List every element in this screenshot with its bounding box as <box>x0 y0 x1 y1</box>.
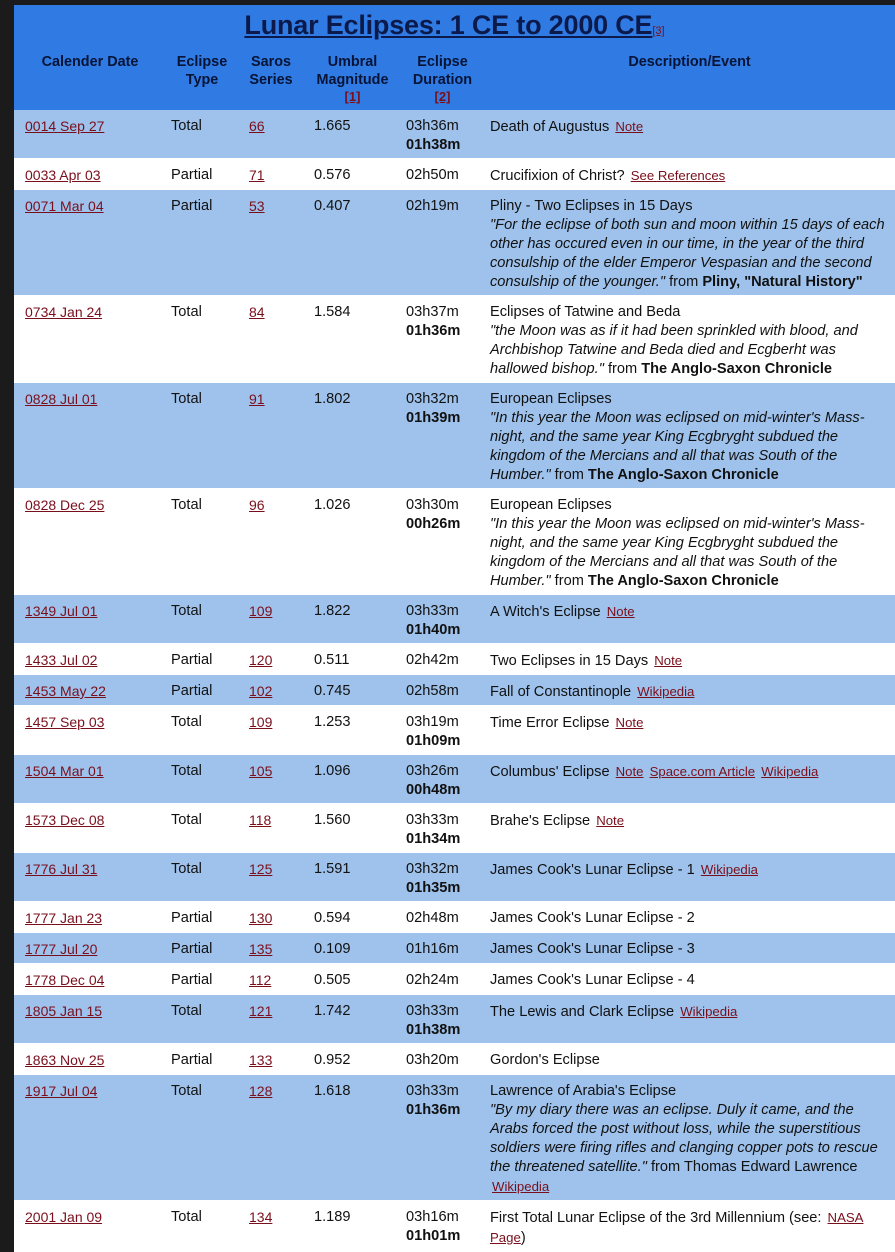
quote-source: The Anglo-Saxon Chronicle <box>587 467 779 483</box>
event-quote: "For the eclipse of both sun and moon within 15 days of each other has occured even in our time, in the year of the third consulship of the elder Emperor Vespasian and the second consulship of the younger." <box>490 217 885 290</box>
duration-cell <box>401 933 484 964</box>
eclipse-type-cell: Partial <box>166 1044 238 1075</box>
date-link[interactable]: 1805 Jan 15 <box>25 1003 103 1019</box>
date-cell <box>14 675 166 706</box>
date-cell <box>14 190 166 296</box>
duration-cell <box>401 853 484 902</box>
reference-link[interactable]: Wikipedia <box>700 862 758 877</box>
saros-link[interactable]: 109 <box>249 714 273 730</box>
duration-penumbral: 02h24m <box>406 972 459 988</box>
event-title: James Cook's Lunar Eclipse - 4 <box>490 972 695 988</box>
saros-link[interactable]: 91 <box>249 391 265 407</box>
duration-total: 01h35m <box>406 880 461 896</box>
duration-total: 01h01m <box>406 1228 461 1244</box>
date-link[interactable]: 1433 Jul 02 <box>25 652 98 668</box>
description-cell <box>484 1075 895 1201</box>
table-row <box>14 110 895 159</box>
duration-cell <box>401 1201 484 1252</box>
saros-link[interactable]: 66 <box>249 118 265 134</box>
eclipse-type-cell: Total <box>166 853 238 902</box>
saros-cell <box>238 190 304 296</box>
duration-penumbral: 03h33m <box>406 1003 459 1019</box>
date-link[interactable]: 1778 Dec 04 <box>25 972 105 988</box>
table-row <box>14 489 895 595</box>
event-title: European Eclipses <box>490 497 612 513</box>
eclipse-type-cell: Total <box>166 1201 238 1252</box>
duration-cell <box>401 755 484 804</box>
description-cell <box>484 644 895 675</box>
reference-link[interactable]: Wikipedia <box>680 1004 738 1019</box>
saros-cell <box>238 675 304 706</box>
duration-total: 01h09m <box>406 733 461 749</box>
event-title: James Cook's Lunar Eclipse - 2 <box>490 910 695 926</box>
date-link[interactable]: 0828 Dec 25 <box>25 497 105 513</box>
duration-total: 01h36m <box>406 1102 461 1118</box>
table-row <box>14 644 895 675</box>
umbral-magnitude-cell: 1.618 <box>304 1075 401 1201</box>
umbral-magnitude-cell: 0.109 <box>304 933 401 964</box>
reference-link[interactable]: Wikipedia <box>761 764 819 779</box>
event-title: James Cook's Lunar Eclipse - 1 <box>490 862 695 878</box>
umbral-magnitude-cell: 0.576 <box>304 159 401 190</box>
saros-cell <box>238 964 304 995</box>
date-link[interactable]: 0033 Apr 03 <box>25 167 101 183</box>
event-title: European Eclipses <box>490 391 612 407</box>
title-bar <box>14 5 895 44</box>
col-header-duration: Eclipse Duration [2] <box>401 44 484 110</box>
eclipse-type-cell: Partial <box>166 190 238 296</box>
event-title: First Total Lunar Eclipse of the 3rd Millennium (see: <box>490 1210 826 1226</box>
description-cell <box>484 383 895 489</box>
saros-cell <box>238 383 304 489</box>
quote-source: Pliny, "Natural History" <box>702 274 863 290</box>
quote-source: The Anglo-Saxon Chronicle <box>641 361 833 377</box>
table-row <box>14 804 895 853</box>
date-link[interactable]: 2001 Jan 09 <box>25 1209 103 1225</box>
duration-penumbral: 03h32m <box>406 861 459 877</box>
date-cell <box>14 804 166 853</box>
description-cell <box>484 964 895 995</box>
description-cell <box>484 595 895 644</box>
date-cell <box>14 1044 166 1075</box>
date-cell <box>14 159 166 190</box>
umbral-magnitude-cell: 0.745 <box>304 675 401 706</box>
reference-link[interactable]: Wikipedia <box>637 684 695 699</box>
event-quote: "the Moon was as if it had been sprinkled with blood, and Archbishop Tatwine and Beda died and Ecgberht was hallowed bishop." <box>490 323 858 377</box>
eclipse-type-cell: Total <box>166 995 238 1044</box>
eclipse-type-cell: Partial <box>166 964 238 995</box>
event-title: A Witch's Eclipse <box>490 604 601 620</box>
table-row <box>14 159 895 190</box>
table-row <box>14 595 895 644</box>
duration-penumbral: 02h42m <box>406 652 459 668</box>
duration-cell <box>401 110 484 159</box>
saros-link[interactable]: 130 <box>249 910 273 926</box>
duration-total: 01h34m <box>406 831 461 847</box>
umbral-magnitude-cell: 1.742 <box>304 995 401 1044</box>
duration-cell <box>401 804 484 853</box>
table-row <box>14 675 895 706</box>
event-title: Fall of Constantinople <box>490 684 632 700</box>
duration-penumbral: 02h48m <box>406 910 459 926</box>
event-quote: "In this year the Moon was eclipsed on mid-winter's Mass-night, and the same year King Ecgbryght subdued the kingdom of the Mercians and all that was South of the Humber." <box>490 410 865 483</box>
date-cell <box>14 296 166 383</box>
date-cell <box>14 902 166 933</box>
event-title: Pliny - Two Eclipses in 15 Days <box>490 198 693 214</box>
date-cell <box>14 644 166 675</box>
date-link[interactable]: 1504 Mar 01 <box>25 763 104 779</box>
umbral-magnitude-cell: 1.591 <box>304 853 401 902</box>
duration-cell <box>401 675 484 706</box>
table-row <box>14 902 895 933</box>
col-header-date: Calender Date <box>14 44 166 110</box>
table-row <box>14 755 895 804</box>
saros-link[interactable]: 71 <box>249 167 265 183</box>
event-title: James Cook's Lunar Eclipse - 3 <box>490 941 695 957</box>
duration-penumbral: 03h32m <box>406 391 459 407</box>
saros-cell <box>238 159 304 190</box>
table-row <box>14 964 895 995</box>
col-header-umbral: Umbral Magnitude [1] <box>304 44 401 110</box>
duration-cell <box>401 489 484 595</box>
duration-penumbral: 03h30m <box>406 497 459 513</box>
eclipse-type-cell: Total <box>166 383 238 489</box>
description-cell <box>484 159 895 190</box>
duration-total: 01h39m <box>406 410 461 426</box>
description-cell <box>484 902 895 933</box>
event-quote: "By my diary there was an eclipse. Duly it came, and the Arabs forced the post without loss, while the superstitious soldiers were firing rifles and clanging copper pots to rescue the threatened satellite." <box>490 1102 878 1175</box>
date-cell <box>14 964 166 995</box>
description-cell <box>484 995 895 1044</box>
eclipse-type-cell: Total <box>166 110 238 159</box>
saros-link[interactable]: 118 <box>249 812 272 828</box>
page-title: Lunar Eclipses: 1 CE to 2000 CE <box>244 10 653 40</box>
eclipse-type-cell: Total <box>166 804 238 853</box>
quote-from: from <box>646 1159 684 1175</box>
duration-total: 01h38m <box>406 1022 461 1038</box>
date-cell <box>14 706 166 755</box>
quote-from: from <box>665 274 703 290</box>
date-cell <box>14 1201 166 1252</box>
saros-link[interactable]: 53 <box>249 198 265 214</box>
description-cell <box>484 489 895 595</box>
event-title: Lawrence of Arabia's Eclipse <box>490 1083 677 1099</box>
date-cell <box>14 489 166 595</box>
duration-cell <box>401 1044 484 1075</box>
saros-link[interactable]: 121 <box>249 1003 273 1019</box>
event-title: Columbus' Eclipse <box>490 764 610 780</box>
date-link[interactable]: 1863 Nov 25 <box>25 1052 105 1068</box>
umbral-magnitude-cell: 0.505 <box>304 964 401 995</box>
umbral-magnitude-cell: 1.096 <box>304 755 401 804</box>
eclipse-type-cell: Partial <box>166 902 238 933</box>
umbral-magnitude-cell: 0.594 <box>304 902 401 933</box>
duration-penumbral: 02h50m <box>406 167 459 183</box>
table-row <box>14 933 895 964</box>
saros-cell <box>238 804 304 853</box>
umbral-magnitude-cell: 0.407 <box>304 190 401 296</box>
date-link[interactable]: 0071 Mar 04 <box>25 198 104 214</box>
duration-total: 00h26m <box>406 516 461 532</box>
reference-link[interactable]: Note <box>654 653 683 668</box>
duration-penumbral: 02h58m <box>406 683 459 699</box>
duration-cell <box>401 644 484 675</box>
duration-cell <box>401 706 484 755</box>
table-row <box>14 1075 895 1201</box>
event-title: Crucifixion of Christ? <box>490 168 625 184</box>
table-row <box>14 706 895 755</box>
date-cell <box>14 853 166 902</box>
saros-cell <box>238 296 304 383</box>
saros-cell <box>238 644 304 675</box>
quote-from: from <box>550 573 588 589</box>
table-row <box>14 853 895 902</box>
date-link[interactable]: 1573 Dec 08 <box>25 812 105 828</box>
table-body <box>14 110 895 1252</box>
date-cell <box>14 755 166 804</box>
date-link[interactable]: 0014 Sep 27 <box>25 118 105 134</box>
date-link[interactable]: 1777 Jan 23 <box>25 910 103 926</box>
date-link[interactable]: 0828 Jul 01 <box>25 391 98 407</box>
date-cell <box>14 595 166 644</box>
event-title: Death of Augustus <box>490 119 610 135</box>
eclipse-type-cell: Total <box>166 1075 238 1201</box>
description-cell <box>484 296 895 383</box>
date-cell <box>14 1075 166 1201</box>
duration-total: 00h48m <box>406 782 461 798</box>
umbral-magnitude-cell: 1.584 <box>304 296 401 383</box>
duration-cell <box>401 1075 484 1201</box>
umbral-magnitude-cell: 1.560 <box>304 804 401 853</box>
duration-penumbral: 02h19m <box>406 198 459 214</box>
quote-from: from <box>550 467 588 483</box>
eclipse-type-cell: Total <box>166 755 238 804</box>
umbral-magnitude-cell: 1.026 <box>304 489 401 595</box>
page <box>14 5 895 1246</box>
saros-link[interactable]: 112 <box>249 972 272 988</box>
saros-cell <box>238 1075 304 1201</box>
saros-cell <box>238 853 304 902</box>
saros-link[interactable]: 96 <box>249 497 265 513</box>
duration-penumbral: 03h16m <box>406 1209 459 1225</box>
umbral-ref-link[interactable]: [1] <box>344 89 361 104</box>
date-link[interactable]: 1457 Sep 03 <box>25 714 105 730</box>
eclipse-table <box>14 44 895 1252</box>
description-cell <box>484 110 895 159</box>
saros-link[interactable]: 84 <box>249 304 265 320</box>
duration-cell <box>401 296 484 383</box>
date-cell <box>14 995 166 1044</box>
reference-link[interactable]: Note <box>606 604 635 619</box>
saros-link[interactable]: 109 <box>249 603 273 619</box>
description-cell <box>484 675 895 706</box>
saros-cell <box>238 1044 304 1075</box>
saros-link[interactable]: 133 <box>249 1052 273 1068</box>
duration-cell <box>401 995 484 1044</box>
duration-cell <box>401 595 484 644</box>
duration-penumbral: 03h19m <box>406 714 459 730</box>
description-cell <box>484 706 895 755</box>
date-link[interactable]: 1349 Jul 01 <box>25 603 98 619</box>
reference-link[interactable]: Wikipedia <box>492 1179 550 1194</box>
saros-link[interactable]: 105 <box>249 763 273 779</box>
duration-penumbral: 03h36m <box>406 118 459 134</box>
reference-link[interactable]: Note <box>615 764 644 779</box>
event-title: Two Eclipses in 15 Days <box>490 653 649 669</box>
title-reference-link[interactable]: [3] <box>652 25 665 37</box>
table-row <box>14 383 895 489</box>
description-cell <box>484 1044 895 1075</box>
eclipse-type-cell: Partial <box>166 644 238 675</box>
eclipse-type-cell: Total <box>166 489 238 595</box>
duration-cell <box>401 190 484 296</box>
eclipse-type-cell: Partial <box>166 933 238 964</box>
reference-link[interactable]: NASA Page <box>490 1210 864 1245</box>
saros-cell <box>238 110 304 159</box>
table-header-row <box>14 44 895 110</box>
table-row <box>14 296 895 383</box>
saros-cell <box>238 755 304 804</box>
quote-source: The Anglo-Saxon Chronicle <box>587 573 779 589</box>
reference-link[interactable]: See References <box>630 168 726 183</box>
eclipse-type-cell: Partial <box>166 159 238 190</box>
table-row <box>14 190 895 296</box>
duration-penumbral: 03h33m <box>406 812 459 828</box>
duration-ref-link[interactable]: [2] <box>434 89 451 104</box>
date-link[interactable]: 0734 Jan 24 <box>25 304 103 320</box>
duration-penumbral: 03h20m <box>406 1052 459 1068</box>
saros-cell <box>238 595 304 644</box>
date-cell <box>14 933 166 964</box>
umbral-magnitude-cell: 0.511 <box>304 644 401 675</box>
duration-total: 01h38m <box>406 137 461 153</box>
event-title: The Lewis and Clark Eclipse <box>490 1004 675 1020</box>
description-cell <box>484 755 895 804</box>
saros-cell <box>238 489 304 595</box>
table-row <box>14 995 895 1044</box>
date-link[interactable]: 1776 Jul 31 <box>25 861 98 877</box>
saros-link[interactable]: 134 <box>249 1209 273 1225</box>
duration-penumbral: 03h33m <box>406 1083 459 1099</box>
saros-link[interactable]: 102 <box>249 683 273 699</box>
eclipse-type-cell: Total <box>166 296 238 383</box>
umbral-magnitude-cell: 1.822 <box>304 595 401 644</box>
umbral-magnitude-cell: 0.952 <box>304 1044 401 1075</box>
saros-cell <box>238 706 304 755</box>
eclipse-type-cell: Total <box>166 706 238 755</box>
saros-cell <box>238 933 304 964</box>
reference-link[interactable]: Note <box>615 119 644 134</box>
date-cell <box>14 383 166 489</box>
duration-total: 01h36m <box>406 323 461 339</box>
saros-link[interactable]: 120 <box>249 652 273 668</box>
saros-link[interactable]: 125 <box>249 861 273 877</box>
duration-cell <box>401 902 484 933</box>
umbral-magnitude-cell: 1.802 <box>304 383 401 489</box>
description-cell <box>484 804 895 853</box>
quote-from: from <box>603 361 642 377</box>
eclipse-type-cell: Total <box>166 595 238 644</box>
col-header-saros: Saros Series <box>238 44 304 110</box>
date-link[interactable]: 1777 Jul 20 <box>25 941 98 957</box>
duration-penumbral: 01h16m <box>406 941 459 957</box>
saros-link[interactable]: 135 <box>249 941 273 957</box>
eclipse-type-cell: Partial <box>166 675 238 706</box>
saros-link[interactable]: 128 <box>249 1083 273 1099</box>
reference-link[interactable]: Space.com Article <box>649 764 756 779</box>
event-title: Brahe's Eclipse <box>490 813 591 829</box>
reference-link[interactable]: Note <box>615 715 644 730</box>
umbral-magnitude-cell: 1.665 <box>304 110 401 159</box>
duration-cell <box>401 383 484 489</box>
col-header-description: Description/Event <box>484 44 895 110</box>
description-cell <box>484 853 895 902</box>
date-cell <box>14 110 166 159</box>
description-cell <box>484 933 895 964</box>
event-title: Eclipses of Tatwine and Beda <box>490 304 681 320</box>
umbral-magnitude-cell: 1.189 <box>304 1201 401 1252</box>
event-title: Gordon's Eclipse <box>490 1052 600 1068</box>
event-tail: ) <box>520 1230 526 1246</box>
quote-source: Thomas Edward Lawrence <box>683 1159 858 1175</box>
saros-cell <box>238 902 304 933</box>
saros-cell <box>238 995 304 1044</box>
col-header-type: Eclipse Type <box>166 44 238 110</box>
saros-cell <box>238 1201 304 1252</box>
description-cell <box>484 190 895 296</box>
reference-link[interactable]: Note <box>596 813 625 828</box>
date-link[interactable]: 1917 Jul 04 <box>25 1083 98 1099</box>
event-quote: "In this year the Moon was eclipsed on mid-winter's Mass-night, and the same year King Ecgbryght subdued the kingdom of the Mercians and all that was South of the Humber." <box>490 516 865 589</box>
duration-cell <box>401 964 484 995</box>
description-cell <box>484 1201 895 1252</box>
duration-penumbral: 03h37m <box>406 304 459 320</box>
event-title: Time Error Eclipse <box>490 715 610 731</box>
date-link[interactable]: 1453 May 22 <box>25 683 106 699</box>
duration-total: 01h40m <box>406 622 461 638</box>
duration-cell <box>401 159 484 190</box>
table-row <box>14 1201 895 1252</box>
table-row <box>14 1044 895 1075</box>
duration-penumbral: 03h33m <box>406 603 459 619</box>
umbral-magnitude-cell: 1.253 <box>304 706 401 755</box>
duration-penumbral: 03h26m <box>406 763 459 779</box>
